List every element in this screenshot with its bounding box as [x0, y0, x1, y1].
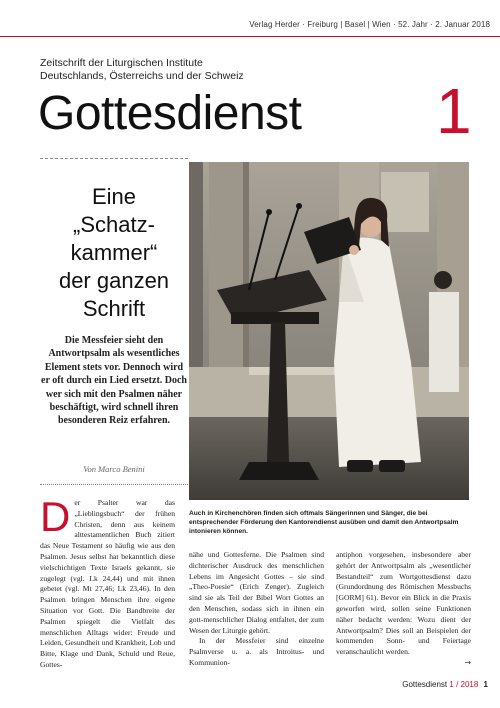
body-column-1 — [40, 493, 175, 671]
subtitle-line-2: Deutschlands, Österreichs und der Schweiz — [40, 70, 244, 82]
headline-line: Eine — [91, 184, 137, 209]
footer-magazine: Gottesdienst — [402, 680, 448, 689]
divider — [40, 484, 188, 485]
issue-number: 1 — [436, 75, 472, 147]
headline-line: kammer“ — [70, 240, 158, 265]
photo-caption: Auch in Kirchenchören finden sich oftmals Sängerinnen und Sänger, die bei entsprechender Förderung den Kantorendienst ausüben und damit den Antwortpsalm intonieren können. — [189, 510, 459, 536]
body-text: nähe und Gottesferne. Die Psalmen sind dichterischer Ausdruck des menschlichen Lebens im Angesicht Gottes – sie sind „Theo-Poesie“ (Erich Zenger). Zugleich sind sie als Teil der Bibel Wort Gottes an den Menschen, sodass sich in ihnen ein gott-menschlicher Dialog entfaltet, der zum Wesen der Liturgie gehört. — [189, 550, 324, 635]
page-footer — [402, 680, 488, 689]
article-author: Von Marco Benini — [83, 464, 145, 474]
masthead-title: Gottesdienst — [38, 87, 302, 140]
subtitle-line-1: Zeitschrift der Liturgischen Institute — [40, 57, 203, 69]
footer-issue: 1 / 2018 — [449, 680, 479, 689]
drop-cap: D — [40, 493, 71, 540]
body-text: In der Messfeier sind einzelne Psalmverse u. a. als Introitus- und Kommunion- — [189, 636, 324, 667]
page-number: 1 — [483, 680, 488, 689]
article-photo — [189, 162, 469, 500]
publisher-line: Verlag Herder · Freiburg | Basel | Wien · 52. Jahr · 2. Januar 2018 — [249, 20, 490, 29]
headline-line: Schrift — [82, 296, 146, 321]
body-column-3 — [336, 550, 471, 669]
body-text: er Psalter war das „Lieblingsbuch“ der frühen Christen, denn aus keinem alttestamentlichen Buch zitiert das Neue Testament so häufig wie aus den Psalmen. Jesus selbst hat bekanntlich diese vielschichtigen Texte Israels gekannt, sie zugelegt (vgl. Lk 24,44) und mit ihnen gebetet (vgl. Mt 27,46; Lk 23,46). In den Psalmen bringen Menschen ihre eigene Situation vor Gott. Die Bandbreite der Psalmen spiegelt die Vielfalt des menschlichen Alltags wider: Freude und Leiden, Gesundheit und Krankheit, Lob und Bitte, Klage und Dank, Schuld und Reue, Gottes- — [40, 498, 175, 669]
divider — [40, 158, 188, 159]
header-rule — [0, 36, 500, 37]
headline-line: „Schatz- — [73, 212, 155, 237]
masthead-subtitle — [40, 57, 244, 83]
body-text: antiphon vorgesehen, insbesondere aber gehört der Antwortpsalm als „wesentlicher Bestandteil“ zum Wortgottesdienst dazu (Grundordnung des Römischen Messbuchs [GORM] 61). Bevor ein Blick in die Praxis geworfen wird, sollen seine Funktionen näher bedacht werden: Wozu dient der Antwortpsalm? Dies soll an Beispielen der kommenden Sonn- und Feiertage veranschaulicht werden. — [336, 550, 471, 657]
headline-line: der ganzen — [58, 268, 170, 293]
body-column-2 — [189, 550, 324, 669]
article-headline — [40, 183, 188, 323]
continue-arrow-icon: → — [464, 657, 471, 667]
church-photo-illustration — [189, 162, 469, 500]
article-lead: Die Messfeier sieht den Antwortpsalm als wesentliches Element stets vor. Dennoch wird er oft durch ein Lied ersetzt. Doch wer sich mit den Psalmen näher beschäftigt, wird schnell ihren besonderen Reiz erfahren. — [41, 335, 187, 427]
